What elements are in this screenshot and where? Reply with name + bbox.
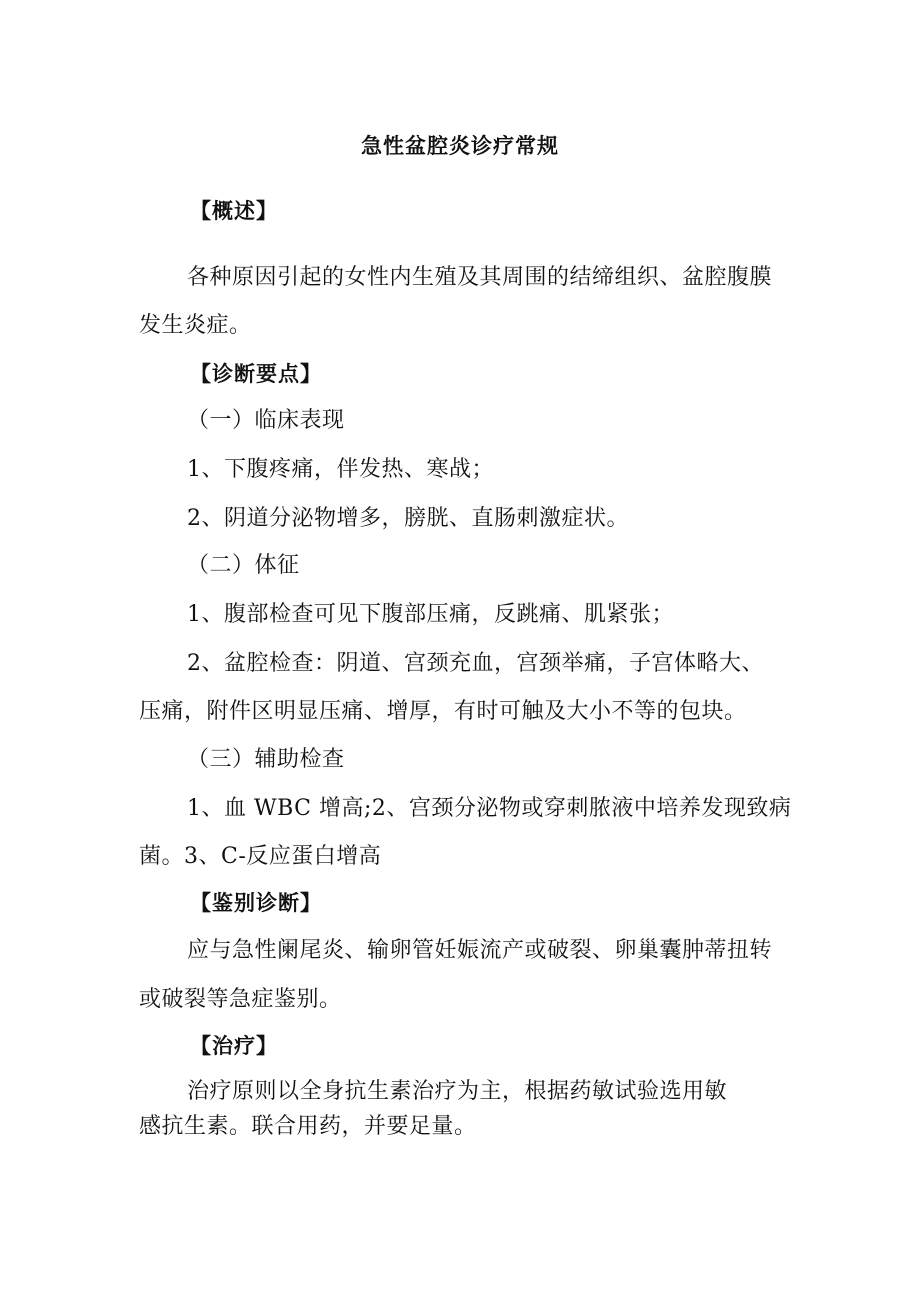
- differential-line-2: 或破裂等急症鉴别。: [139, 987, 342, 1012]
- signs-item-2-line-2: 压痛，附件区明显压痛、增厚，有时可触及大小不等的包块。: [139, 699, 747, 724]
- clinical-item-1: 1、下腹疼痛，伴发热、寒战；: [187, 457, 494, 482]
- clinical-subheading: （一）临床表现: [187, 408, 345, 433]
- differential-line-1: 应与急性阑尾炎、输卵管妊娠流产或破裂、卵巢囊肿蒂扭转: [187, 938, 773, 963]
- overview-paragraph-line-1: 各种原因引起的女性内生殖及其周围的结缔组织、盆腔腹膜: [187, 265, 773, 290]
- clinical-item-2: 2、阴道分泌物增多，膀胱、直肠刺激症状。: [187, 506, 629, 531]
- differential-heading: 【鉴别诊断】: [190, 891, 322, 915]
- overview-paragraph-line-2: 发生炎症。: [139, 313, 252, 338]
- treatment-line-2: 感抗生素。联合用药，并要足量。: [139, 1114, 477, 1139]
- signs-item-2-line-1: 2、盆腔检查：阴道、宫颈充血，宫颈举痛，子宫体略大、: [187, 651, 764, 676]
- treatment-line-1: 治疗原则以全身抗生素治疗为主，根据药敏试验选用敏: [187, 1079, 728, 1104]
- signs-item-1: 1、腹部检查可见下腹部压痛，反跳痛、肌紧张；: [187, 602, 674, 627]
- document-title: 急性盆腔炎诊疗常规: [361, 134, 559, 158]
- treatment-heading: 【治疗】: [190, 1034, 278, 1058]
- aux-line-1: 1、血 WBC 增高;2、宫颈分泌物或穿刺脓液中培养发现致病: [187, 796, 792, 821]
- aux-subheading: （三）辅助检查: [187, 747, 345, 772]
- aux-line-2: 菌。3、C-反应蛋白增高: [139, 844, 382, 869]
- diagnosis-heading: 【诊断要点】: [190, 362, 322, 386]
- signs-subheading: （二）体征: [187, 553, 300, 578]
- overview-heading: 【概述】: [190, 199, 278, 223]
